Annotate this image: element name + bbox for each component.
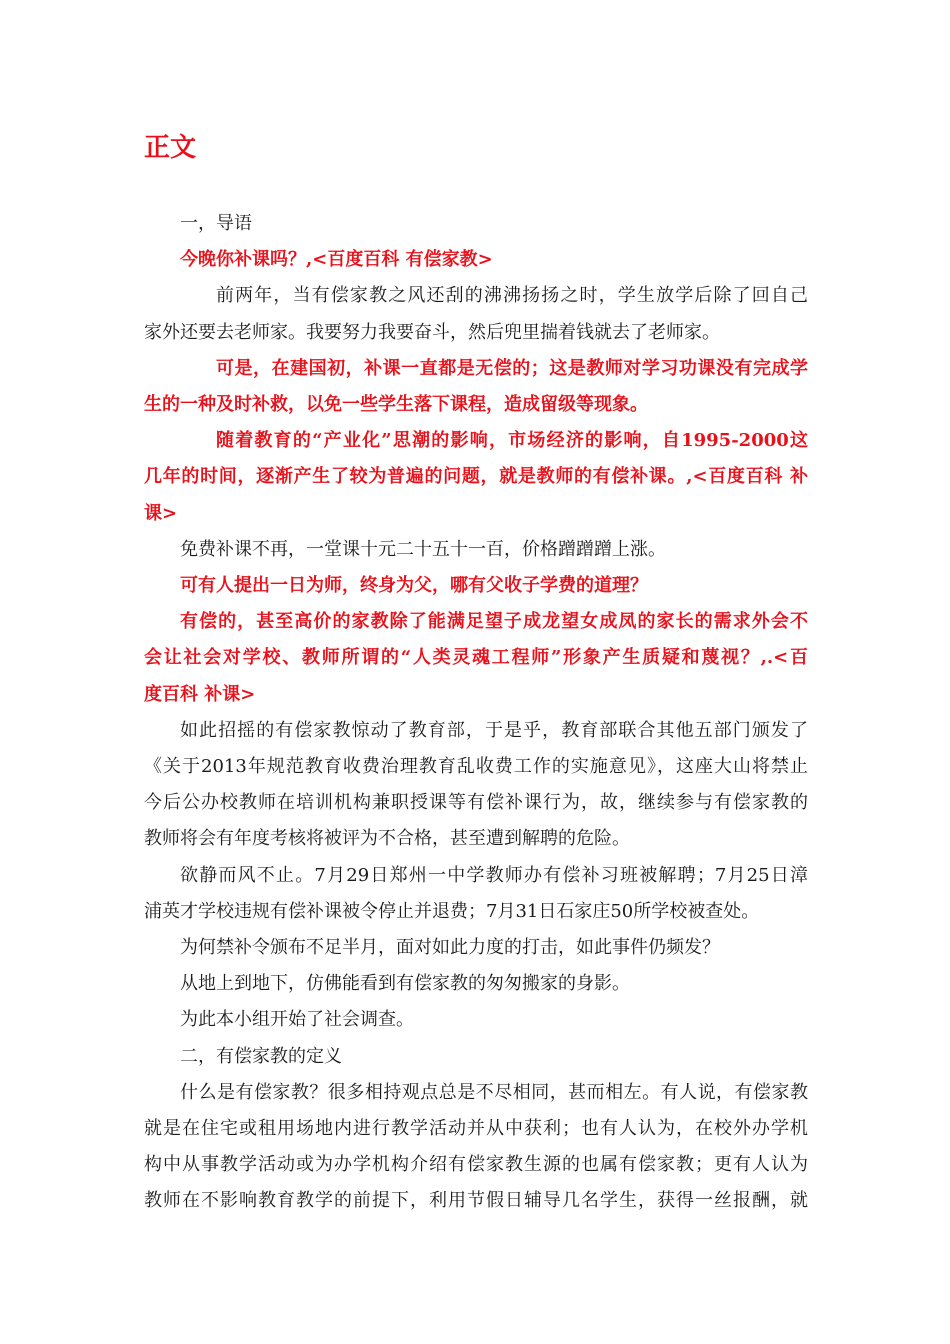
paragraph-line: 一，导语	[180, 213, 252, 234]
paragraph-line: 有偿的，甚至高价的家教除了能满足望子成龙望女成凤的家长的需求外会不	[180, 611, 808, 633]
paragraph-line: 如此招摇的有偿家教惊动了教育部，于是乎，教育部联合其他五部门颁发了	[180, 719, 808, 741]
paragraph-line: 欲静而风不止。7月29日郑州一中学教师办有偿补习班被解聘；7月25日漳	[180, 864, 808, 886]
paragraph-line: 生的一种及时补救，以免一些学生落下课程，造成留级等现象。	[144, 394, 648, 416]
paragraph-line: 免费补课不再，一堂课十元二十五十一百，价格蹭蹭蹭上涨。	[180, 538, 666, 560]
document-body	[144, 206, 808, 1220]
paragraph-line: 今后公办校教师在培训机构兼职授课等有偿补课行为，故，继续参与有偿家教的	[144, 792, 808, 814]
paragraph-line: 从地上到地下，仿佛能看到有偿家教的匆匆搬家的身影。	[180, 973, 630, 995]
paragraph-line: 为此本小组开始了社会调查。	[180, 1009, 414, 1031]
paragraph-line: 随着教育的“产业化”思潮的影响，市场经济的影响，自1995-2000这	[216, 430, 808, 452]
paragraph-line: 教师将会有年度考核将被评为不合格，甚至遭到解聘的危险。	[144, 828, 630, 850]
paragraph-line: 就是在住宅或租用场地内进行教学活动并从中获利；也有人认为，在校外办学机	[144, 1118, 808, 1140]
paragraph-line: 家外还要去老师家。我要努力我要奋斗，然后兜里揣着钱就去了老师家。	[144, 321, 720, 343]
paragraph-line: 《关于2013年规范教育收费治理教育乱收费工作的实施意见》，这座大山将禁止	[144, 756, 808, 778]
paragraph-line: 会让社会对学校、教师所谓的“人类灵魂工程师”形象产生质疑和蔑视？,.<百	[144, 647, 808, 669]
paragraph-line: 可有人提出一日为师，终身为父，哪有父收子学费的道理？	[180, 575, 648, 597]
paragraph-line: 课>	[144, 502, 178, 524]
paragraph-line: 构中从事教学活动或为办学机构介绍有偿家教生源的也属有偿家教；更有人认为	[144, 1154, 808, 1176]
paragraph-line: 浦英才学校违规有偿补课被令停止并退费；7月31日石家庄50所学校被查处。	[144, 900, 760, 922]
paragraph-line: 教师在不影响教育教学的前提下，利用节假日辅导几名学生，获得一丝报酬，就	[144, 1190, 808, 1212]
page-heading: 正文	[144, 133, 197, 163]
paragraph-line: 几年的时间，逐渐产生了较为普遍的问题，就是教师的有偿补课。,<百度百科 补	[144, 466, 808, 488]
paragraph-line: 二，有偿家教的定义	[180, 1045, 342, 1067]
paragraph-line: 前两年，当有偿家教之风还刮的沸沸扬扬之时，学生放学后除了回自己	[216, 285, 808, 307]
paragraph-line: 度百科 补课>	[144, 683, 256, 705]
paragraph-line: 今晚你补课吗？,<百度百科 有偿家教>	[180, 249, 493, 271]
paragraph-line: 为何禁补令颁布不足半月，面对如此力度的打击，如此事件仍频发？	[180, 937, 720, 959]
paragraph-line: 可是，在建国初，补课一直都是无偿的；这是教师对学习功课没有完成学	[216, 357, 808, 379]
paragraph-line: 什么是有偿家教？很多相持观点总是不尽相同，甚而相左。有人说，有偿家教	[180, 1081, 808, 1103]
